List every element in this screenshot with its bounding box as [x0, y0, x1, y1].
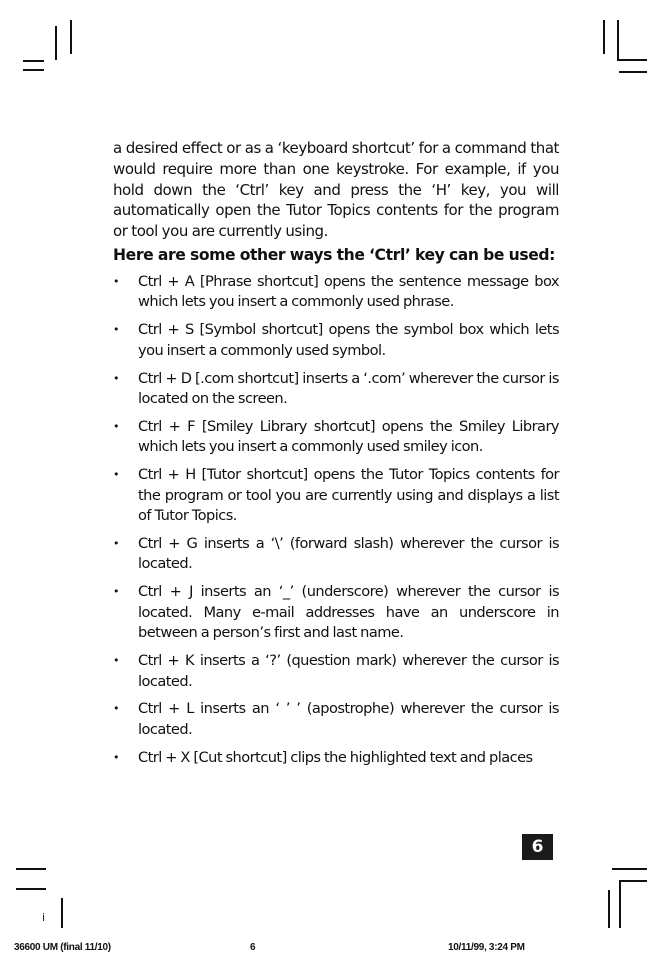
list-item	[113, 582, 559, 644]
list-item-text: Ctrl + X [Cut shortcut] clips the highlighted text and places	[138, 748, 533, 766]
intro-paragraph: a desired effect or as a ‘keyboard shortcut’ for a command that would require more than one keystroke. For example, if you hold down the ‘Ctrl’ key and press the ‘H’ key, you will automatically open the Tutor Topics contents for the program or tool you are currently using.	[113, 139, 559, 241]
crop-mark	[23, 69, 44, 71]
bullet-icon: •	[113, 702, 119, 716]
bullet-icon: •	[113, 323, 119, 337]
bullet-icon: •	[113, 274, 119, 288]
list-item	[113, 699, 559, 740]
crop-mark	[612, 868, 647, 870]
crop-mark	[23, 60, 44, 62]
page-content	[113, 138, 559, 775]
bullet-icon: •	[113, 585, 119, 599]
list-item	[113, 417, 559, 458]
list-item	[113, 651, 559, 692]
list-item-text: Ctrl + G inserts a ‘\’ (forward slash) wherever the cursor is located.	[138, 534, 559, 573]
crop-mark	[55, 26, 57, 60]
list-item-text: Ctrl + D [.com shortcut] inserts a ‘.com’ wherever the cursor is located on the screen.	[138, 369, 559, 408]
shortcut-list	[113, 272, 559, 768]
section-heading: Here are some other ways the ‘Ctrl’ key can be used:	[113, 245, 555, 264]
footer-left: 36600 UM (final 11/10)	[14, 942, 111, 953]
crop-mark	[61, 898, 63, 928]
bullet-icon: •	[113, 468, 119, 482]
crop-mark	[70, 20, 72, 54]
list-item-text: Ctrl + F [Smiley Library shortcut] opens the Smiley Library which lets you insert a commonly used smiley icon.	[138, 417, 559, 456]
footer-right: 10/11/99, 3:24 PM	[448, 942, 525, 953]
list-item-text: Ctrl + L inserts an ‘ ’ ’ (apostrophe) wherever the cursor is located.	[138, 700, 559, 738]
crop-mark	[16, 888, 46, 890]
bullet-icon: •	[113, 654, 119, 668]
list-item-text: Ctrl + H [Tutor shortcut] opens the Tutor Topics contents for the program or tool you are currently using and displays a list of Tutor Topics.	[138, 466, 559, 525]
list-item-text: Ctrl + S [Symbol shortcut] opens the symbol box which lets you insert a commonly used symbol.	[138, 321, 559, 359]
list-item	[113, 369, 559, 410]
list-item	[113, 465, 559, 527]
list-item	[113, 748, 559, 769]
bullet-icon: •	[113, 419, 119, 433]
list-item	[113, 320, 559, 361]
bullet-icon: •	[113, 371, 119, 385]
crop-mark	[608, 890, 610, 928]
crop-mark	[619, 71, 647, 73]
page-number-badge: 6	[522, 834, 553, 860]
crop-mark	[617, 20, 619, 60]
list-item-text: Ctrl + K inserts a ‘?’ (question mark) wherever the cursor is located.	[138, 652, 559, 690]
bullet-icon: •	[113, 536, 119, 550]
list-item-text: Ctrl + J inserts an ‘_’ (underscore) wherever the cursor is located. Many e-mail addresses have an underscore in between a person’s first and last name.	[138, 583, 559, 642]
crop-mark	[617, 59, 647, 61]
crop-mark	[603, 20, 605, 54]
bullet-icon: •	[113, 750, 119, 764]
footer-center: 6	[250, 942, 256, 953]
list-item	[113, 272, 559, 313]
list-item	[113, 534, 559, 575]
crop-mark	[16, 868, 46, 870]
crop-mark	[619, 880, 621, 928]
corner-mark: i	[42, 911, 46, 924]
list-item-text: Ctrl + A [Phrase shortcut] opens the sentence message box which lets you insert a commonly used phrase.	[138, 272, 559, 311]
crop-mark	[619, 880, 647, 882]
